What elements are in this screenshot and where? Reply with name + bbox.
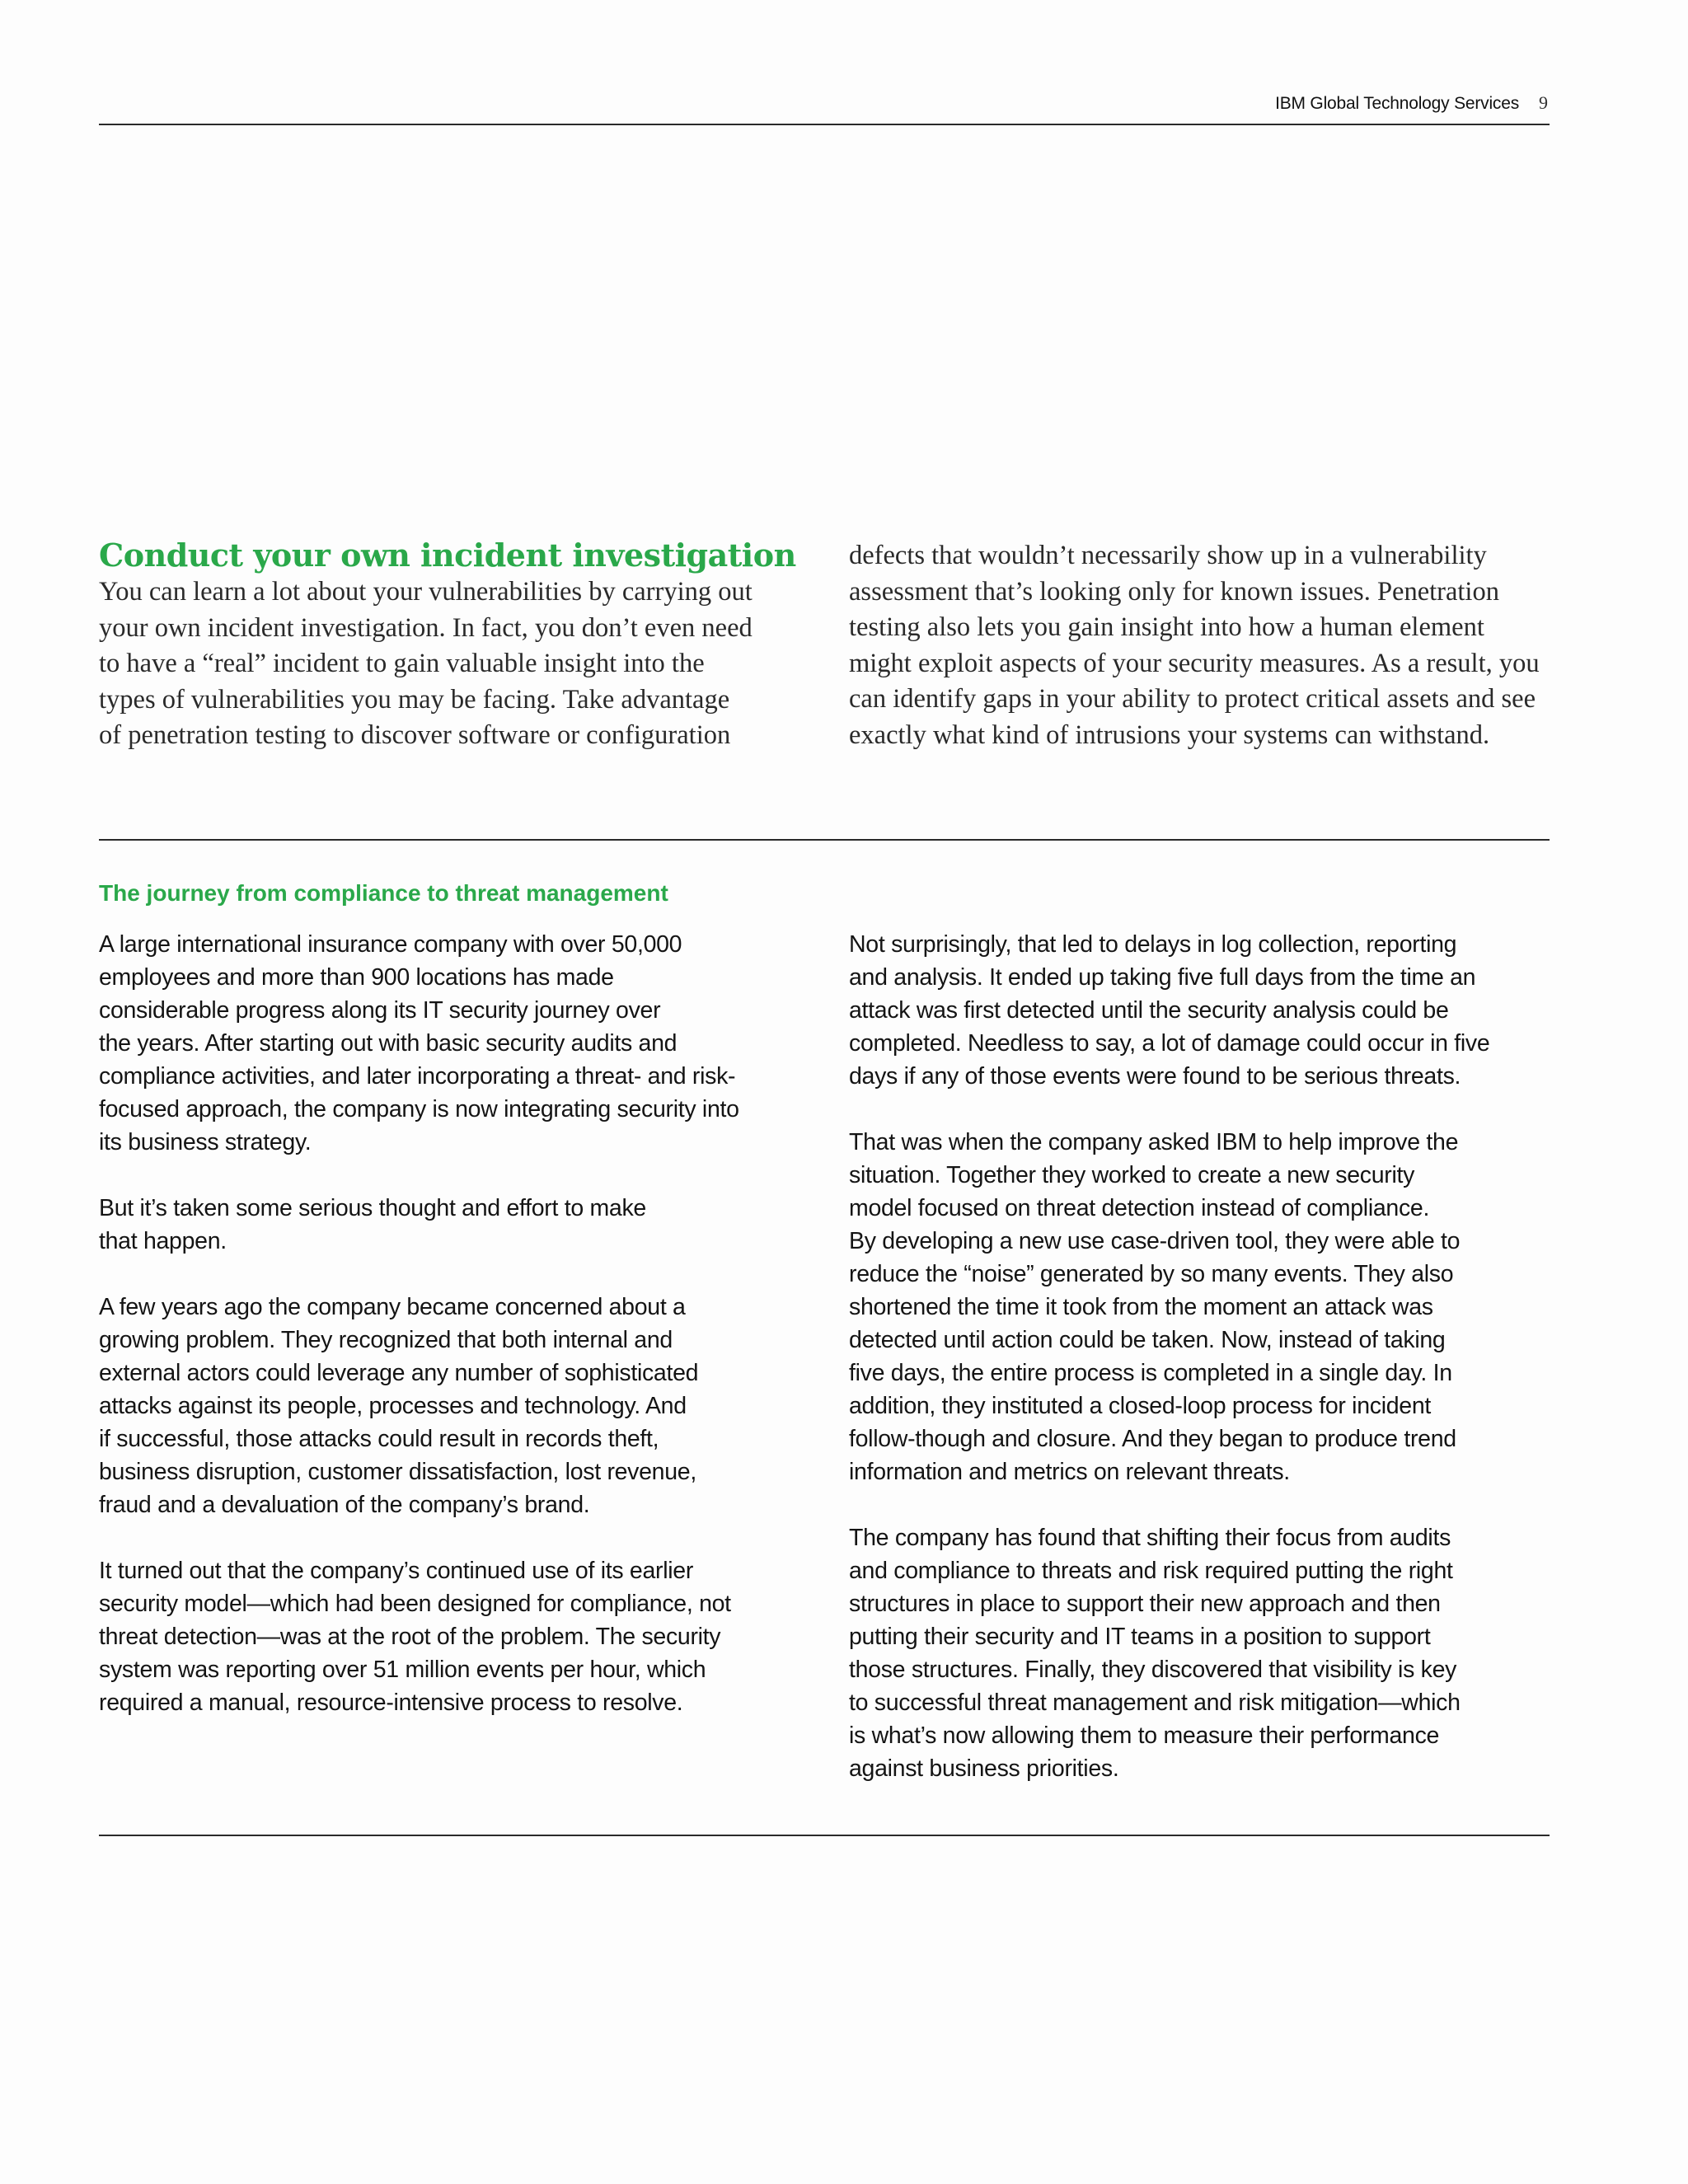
text-line: its business strategy. [99,1129,312,1155]
text-line: your own incident investigation. In fact, you don’t even need [99,612,753,643]
text-line: considerable progress along its IT security journey over [99,997,661,1024]
header-text-group [1275,92,1548,114]
text-line: Not surprisingly, that led to delays in log collection, reporting [849,931,1457,958]
section-divider [99,1835,1550,1836]
text-line: attack was first detected until the security analysis could be [849,997,1449,1024]
text-line: of penetration testing to discover software or configuration [99,720,731,750]
text-line: threat detection—was at the root of the problem. The security [99,1624,721,1650]
text-line: can identify gaps in your ability to protect critical assets and see [849,684,1536,714]
text-line: required a manual, resource-intensive process to resolve. [99,1690,683,1716]
text-line: that happen. [99,1228,227,1254]
section1-left-paragraph [99,574,824,754]
text-line: detected until action could be taken. Now, instead of taking [849,1327,1446,1353]
text-line: security model—which had been designed for compliance, not [99,1591,731,1617]
text-line: exactly what kind of intrusions your systems can withstand. [849,719,1490,750]
text-line: the years. After starting out with basic security audits and [99,1030,678,1057]
text-line: employees and more than 900 locations has made [99,964,614,991]
text-line: defects that wouldn’t necessarily show up in a vulnerability [849,541,1487,570]
text-line: and analysis. It ended up taking five full days from the time an [849,964,1476,991]
text-line: But it’s taken some serious thought and effort to make [99,1195,646,1221]
section1-right-column [849,538,1558,753]
section2-right-column [849,928,1558,1818]
text-line: growing problem. They recognized that both internal and [99,1327,673,1353]
text-line: A large international insurance company with over 50,000 [99,931,682,958]
text-line: By developing a new use case-driven tool, they were able to [849,1228,1461,1254]
text-line: model focused on threat detection instead of compliance. [849,1195,1430,1221]
text-line: is what’s now allowing them to measure their performance [849,1722,1440,1749]
text-line: structures in place to support their new approach and then [849,1591,1441,1617]
body-paragraph [99,1291,824,1521]
text-line: external actors could leverage any number of sophisticated [99,1360,699,1386]
section-divider [99,839,1550,841]
section2-header [99,879,824,907]
body-paragraph [99,928,824,1159]
body-paragraph [99,1554,824,1719]
text-line: system was reporting over 51 million events per hour, which [99,1657,706,1683]
text-line: addition, they instituted a closed-loop process for incident [849,1393,1432,1419]
text-line: information and metrics on relevant threats. [849,1459,1290,1485]
section1-left-column [99,537,824,754]
text-line: those structures. Finally, they discovered that visibility is key [849,1657,1457,1683]
section1-heading: Conduct your own incident investigation [99,537,796,574]
text-line: follow-though and closure. And they began to produce trend [849,1426,1456,1452]
text-line: to successful threat management and risk mitigation—which [849,1690,1461,1716]
text-line: shortened the time it took from the moment an attack was [849,1294,1433,1320]
text-line: against business priorities. [849,1755,1119,1782]
text-line: attacks against its people, processes and technology. And [99,1393,687,1419]
text-line: and compliance to threats and risk required putting the right [849,1558,1453,1584]
text-line: reduce the “noise” generated by so many events. They also [849,1261,1454,1287]
page-number: 9 [1539,92,1548,113]
text-line: You can learn a lot about your vulnerabilities by carrying out [99,577,753,607]
text-line: might exploit aspects of your security measures. As a result, you [849,648,1540,678]
body-paragraph [849,928,1558,1093]
text-line: That was when the company asked IBM to help improve the [849,1129,1459,1155]
body-paragraph [99,1192,824,1258]
body-paragraph [849,1521,1558,1785]
text-line: if successful, those attacks could result in records theft, [99,1426,659,1452]
text-line: five days, the entire process is completed in a single day. In [849,1360,1452,1386]
text-line: focused approach, the company is now integrating security into [99,1096,739,1122]
text-line: The company has found that shifting their focus from audits [849,1525,1451,1551]
section2-left-column [99,928,824,1752]
header-org-name: IBM Global Technology Services [1275,94,1519,113]
text-line: business disruption, customer dissatisfaction, lost revenue, [99,1459,696,1485]
text-line: It turned out that the company’s continued use of its earlier [99,1558,694,1584]
text-line: completed. Needless to say, a lot of damage could occur in five [849,1030,1490,1057]
text-line: putting their security and IT teams in a position to support [849,1624,1431,1650]
section2-heading: The journey from compliance to threat management [99,880,668,906]
text-line: compliance activities, and later incorporating a threat- and risk- [99,1063,736,1090]
text-line: situation. Together they worked to create a new security [849,1162,1415,1188]
text-line: fraud and a devaluation of the company’s brand. [99,1492,590,1518]
text-line: A few years ago the company became concerned about a [99,1294,686,1320]
text-line: assessment that’s looking only for known issues. Penetration [849,576,1499,607]
section1-right-paragraph [849,538,1558,753]
body-paragraph [849,1126,1558,1488]
text-line: days if any of those events were found to be serious threats. [849,1063,1461,1090]
text-line: testing also lets you gain insight into how a human element [849,612,1484,642]
text-line: types of vulnerabilities you may be facing. Take advantage [99,684,730,715]
running-header [99,92,1550,125]
text-line: to have a “real” incident to gain valuable insight into the [99,649,705,678]
